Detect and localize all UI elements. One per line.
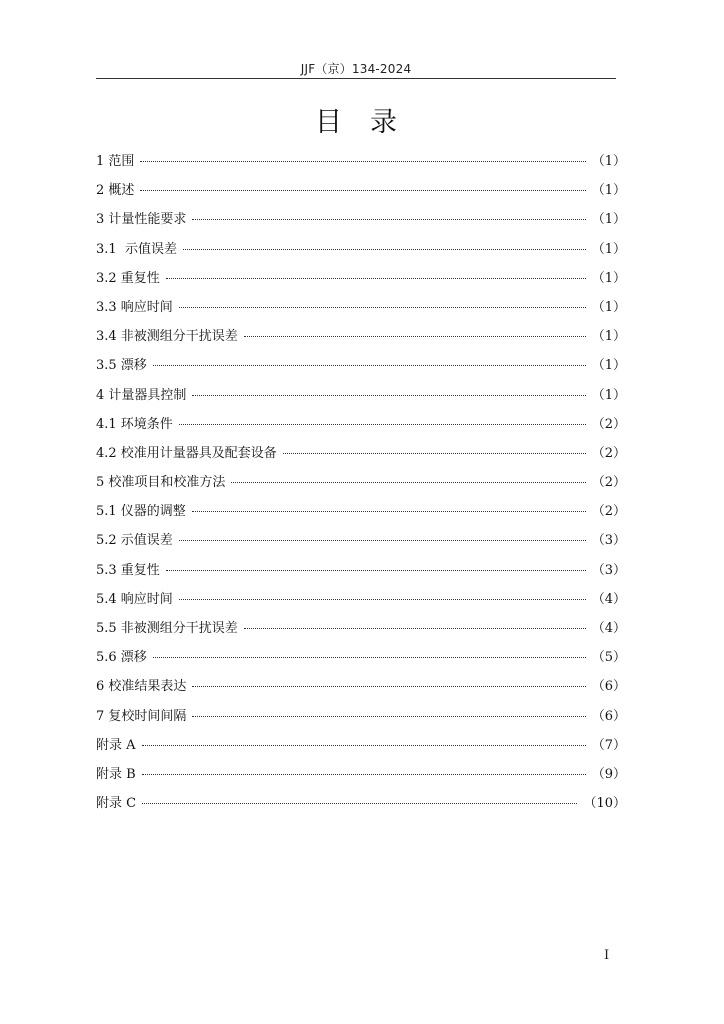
toc-leader-dots <box>192 716 585 717</box>
toc-leader-dots <box>142 745 586 746</box>
toc-leader-dots <box>179 307 586 308</box>
toc-entry-page: （5） <box>591 650 626 666</box>
toc-entry[interactable] <box>96 443 626 472</box>
toc-leader-dots <box>140 190 585 191</box>
toc-entry-page: （2） <box>591 504 626 520</box>
toc-entry-page: （10） <box>583 796 626 812</box>
toc-entry-page: （1） <box>591 270 626 286</box>
toc-entry[interactable] <box>96 472 626 501</box>
toc-leader-dots <box>153 365 586 366</box>
toc-entry-label: 2 概述 <box>96 183 135 199</box>
toc-entry[interactable] <box>96 560 626 589</box>
toc-entry[interactable] <box>96 385 626 414</box>
toc-leader-dots <box>140 161 585 162</box>
toc-leader-dots <box>179 540 586 541</box>
toc-entry[interactable] <box>96 589 626 618</box>
toc-entry-label: 附录 A <box>96 737 136 753</box>
table-of-contents <box>96 151 626 822</box>
toc-leader-dots <box>192 395 585 396</box>
toc-entry[interactable] <box>96 764 626 793</box>
toc-entry[interactable] <box>96 326 626 355</box>
toc-entry-label: 7 复校时间间隔 <box>96 708 187 724</box>
toc-entry-label: 4 计量器具控制 <box>96 387 187 403</box>
toc-leader-dots <box>231 482 585 483</box>
toc-leader-dots <box>179 599 586 600</box>
toc-entry-page: （1） <box>591 387 626 403</box>
toc-entry[interactable] <box>96 793 626 822</box>
toc-entry-page: （4） <box>591 621 626 636</box>
toc-entry[interactable] <box>96 209 626 238</box>
toc-entry-label: 4.2 校准用计量器具及配套设备 <box>96 445 277 461</box>
toc-entry-label: 5.2 示值误差 <box>96 533 173 549</box>
toc-entry[interactable] <box>96 647 626 676</box>
toc-leader-dots <box>183 249 586 250</box>
page-title: 目录 <box>315 107 425 138</box>
toc-leader-dots <box>192 219 585 220</box>
toc-leader-dots <box>192 686 585 687</box>
header-divider <box>96 78 616 79</box>
toc-entry[interactable] <box>96 414 626 443</box>
toc-entry[interactable] <box>96 239 626 268</box>
toc-entry-label: 5.3 重复性 <box>96 562 160 578</box>
toc-entry[interactable] <box>96 530 626 559</box>
toc-entry-page: （9） <box>591 766 626 782</box>
toc-entry-page: （1） <box>591 154 626 169</box>
toc-entry-label: 3.3 响应时间 <box>96 299 173 315</box>
toc-entry-page: （1） <box>591 329 626 345</box>
toc-entry-page: （1） <box>591 241 626 257</box>
toc-leader-dots <box>166 570 586 571</box>
toc-entry-label: 5.6 漂移 <box>96 650 147 666</box>
toc-entry[interactable] <box>96 618 626 647</box>
toc-entry-label: 4.1 环境条件 <box>96 416 173 432</box>
page-number: I <box>604 948 610 963</box>
toc-entry-page: （2） <box>591 416 626 432</box>
document-header: JJF（京）134-2024 <box>300 62 412 76</box>
toc-leader-dots <box>142 774 586 775</box>
toc-entry-page: （3） <box>591 533 626 549</box>
toc-entry[interactable] <box>96 151 626 180</box>
toc-entry[interactable] <box>96 501 626 530</box>
toc-entry-label: 5.5 非被测组分干扰误差 <box>96 621 238 636</box>
toc-leader-dots <box>166 278 586 279</box>
toc-entry-label: 6 校准结果表达 <box>96 679 187 695</box>
toc-entry-label: 1 范围 <box>96 154 135 169</box>
toc-entry[interactable] <box>96 355 626 384</box>
toc-leader-dots <box>244 336 586 337</box>
toc-entry[interactable] <box>96 676 626 705</box>
toc-entry[interactable] <box>96 180 626 209</box>
toc-entry-page: （1） <box>591 299 626 315</box>
toc-entry-label: 附录 B <box>96 766 136 782</box>
toc-entry-label: 附录 C <box>96 796 137 812</box>
toc-entry-page: （2） <box>591 445 626 461</box>
toc-entry-page: （3） <box>591 562 626 578</box>
toc-entry-label: 3.2 重复性 <box>96 270 160 286</box>
toc-entry-page: （2） <box>591 475 626 491</box>
toc-entry-label: 3 计量性能要求 <box>96 212 187 228</box>
toc-entry[interactable] <box>96 297 626 326</box>
toc-entry-page: （6） <box>591 679 626 695</box>
toc-entry-page: （4） <box>591 591 626 607</box>
toc-leader-dots <box>179 424 586 425</box>
toc-entry-label: 3.4 非被测组分干扰误差 <box>96 329 238 345</box>
toc-entry-label: 3.5 漂移 <box>96 358 147 374</box>
toc-entry-label: 5.4 响应时间 <box>96 591 173 607</box>
toc-leader-dots <box>153 657 586 658</box>
toc-entry[interactable] <box>96 706 626 735</box>
toc-leader-dots <box>192 511 586 512</box>
toc-entry-page: （6） <box>591 708 626 724</box>
toc-leader-dots <box>283 453 586 454</box>
toc-entry[interactable] <box>96 268 626 297</box>
toc-entry-page: （1） <box>591 183 626 199</box>
toc-leader-dots <box>244 628 586 629</box>
toc-entry-label: 5 校准项目和校准方法 <box>96 475 226 491</box>
toc-entry-label: 3.1 示值误差 <box>96 241 177 257</box>
toc-entry-page: （1） <box>591 212 626 228</box>
toc-entry-page: （7） <box>591 737 626 753</box>
toc-entry[interactable] <box>96 735 626 764</box>
toc-entry-label: 5.1 仪器的调整 <box>96 504 186 520</box>
toc-entry-page: （1） <box>591 358 626 374</box>
toc-leader-dots <box>142 803 577 804</box>
